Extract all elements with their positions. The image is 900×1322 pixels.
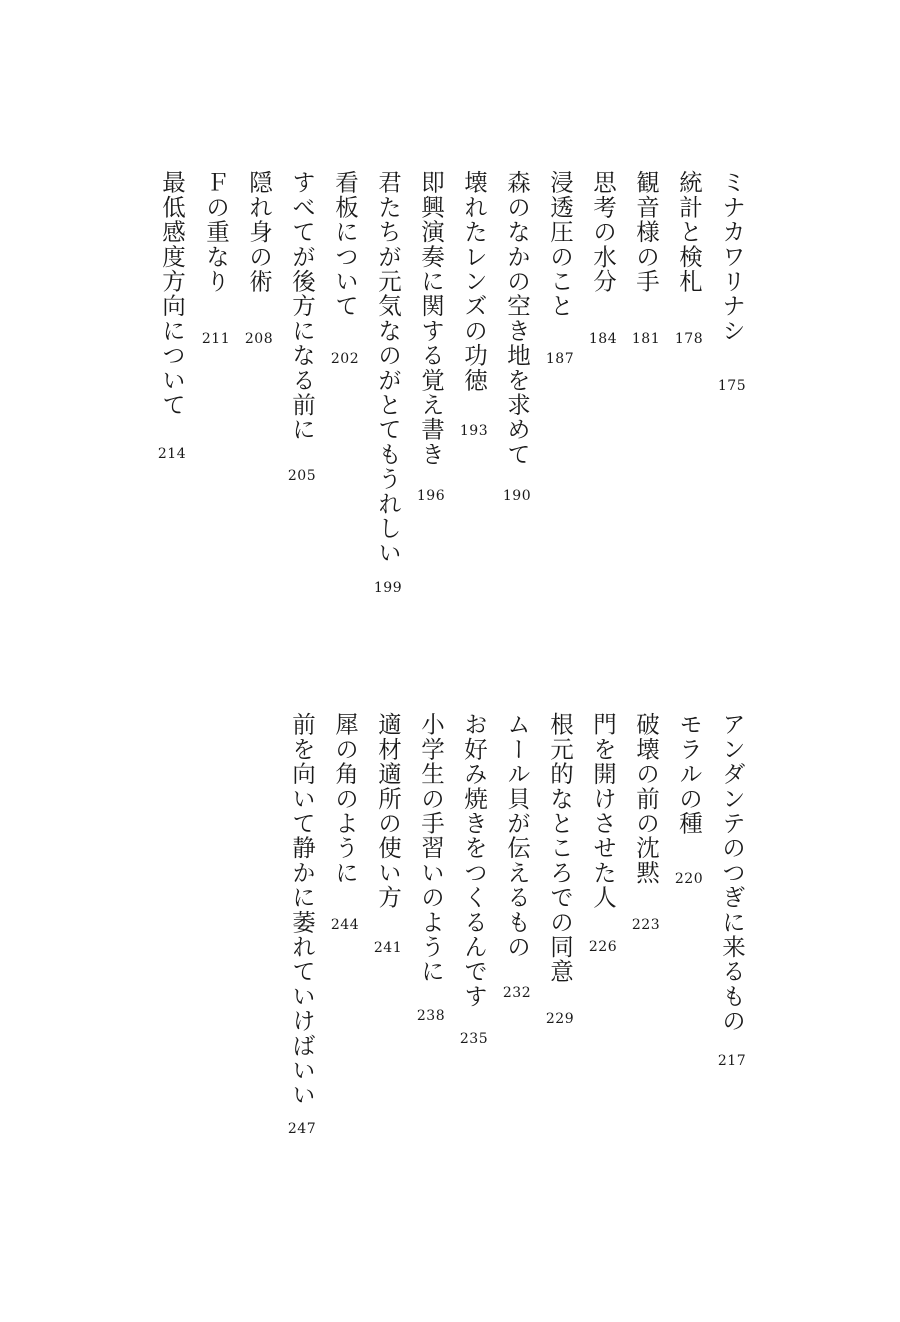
- toc-entry-page-number: 202: [330, 351, 360, 367]
- toc-entry-page-number: 193: [459, 423, 489, 439]
- toc-entry-title: アンダンテのつぎに来るもの: [718, 712, 746, 1034]
- toc-entry-title: 思考の水分: [589, 170, 617, 294]
- toc-entry-page-number: 214: [157, 446, 187, 462]
- toc-entry-title: お好み焼きをつくるんです: [460, 712, 488, 1009]
- toc-entry-title: Ｆの重なり: [202, 170, 230, 294]
- toc-entry-title: 君たちが元気なのがとてもうれしい: [374, 170, 402, 566]
- toc-entry-title: 犀の角のように: [331, 712, 359, 885]
- toc-entry-title: 看板について: [331, 170, 359, 319]
- toc-entry-page-number: 247: [287, 1121, 317, 1137]
- toc-entry-page-number: 175: [717, 378, 747, 394]
- toc-entry-page-number: 211: [201, 331, 231, 347]
- toc-entry-page-number: 235: [459, 1031, 489, 1047]
- toc-entry-page-number: 199: [373, 580, 403, 596]
- toc-entry-page-number: 208: [244, 331, 274, 347]
- toc-entry-title: 浸透圧のこと: [546, 170, 574, 319]
- toc-entry-page-number: 223: [631, 917, 661, 933]
- toc-entry-page-number: 241: [373, 940, 403, 956]
- toc-entry-title: ミナカワリナシ: [718, 170, 746, 343]
- toc-entry-title: 森のなかの空き地を求めて: [503, 170, 531, 467]
- toc-entry-title: 根元的なところでの同意: [546, 712, 574, 984]
- toc-entry-page-number: 184: [588, 331, 618, 347]
- toc-entry-title: 隠れ身の術: [245, 170, 273, 294]
- toc-entry-title: すべてが後方になる前に: [288, 170, 316, 442]
- toc-entry-title: モラルの種: [675, 712, 703, 836]
- toc-entry-page-number: 229: [545, 1011, 575, 1027]
- toc-entry-page-number: 178: [674, 331, 704, 347]
- toc-entry-title: ムール貝が伝えるもの: [503, 712, 531, 959]
- toc-entry-page-number: 217: [717, 1053, 747, 1069]
- toc-entry-page-number: 190: [502, 488, 532, 504]
- toc-entry-page-number: 181: [631, 331, 661, 347]
- toc-entry-title: 最低感度方向について: [158, 170, 186, 417]
- toc-entry-title: 破壊の前の沈黙: [632, 712, 660, 885]
- toc-entry-title: 観音様の手: [632, 170, 660, 294]
- toc-entry-title: 即興演奏に関する覚え書き: [417, 170, 445, 467]
- toc-entry-page-number: 232: [502, 985, 532, 1001]
- toc-entry-title: 統計と検札: [675, 170, 703, 294]
- toc-entry-page-number: 220: [674, 871, 704, 887]
- toc-entry-title: 前を向いて静かに萎れていけばいい: [288, 712, 316, 1108]
- toc-entry-title: 小学生の手習いのように: [417, 712, 445, 984]
- toc-entry-title: 壊れたレンズの功徳: [460, 170, 488, 393]
- toc-entry-title: 適材適所の使い方: [374, 712, 402, 910]
- toc-entry-title: 門を開けさせた人: [589, 712, 617, 910]
- toc-entry-page-number: 238: [416, 1008, 446, 1024]
- toc-entry-page-number: 205: [287, 468, 317, 484]
- toc-entry-page-number: 196: [416, 488, 446, 504]
- toc-entry-page-number: 187: [545, 351, 575, 367]
- toc-entry-page-number: 226: [588, 939, 618, 955]
- toc-entry-page-number: 244: [330, 917, 360, 933]
